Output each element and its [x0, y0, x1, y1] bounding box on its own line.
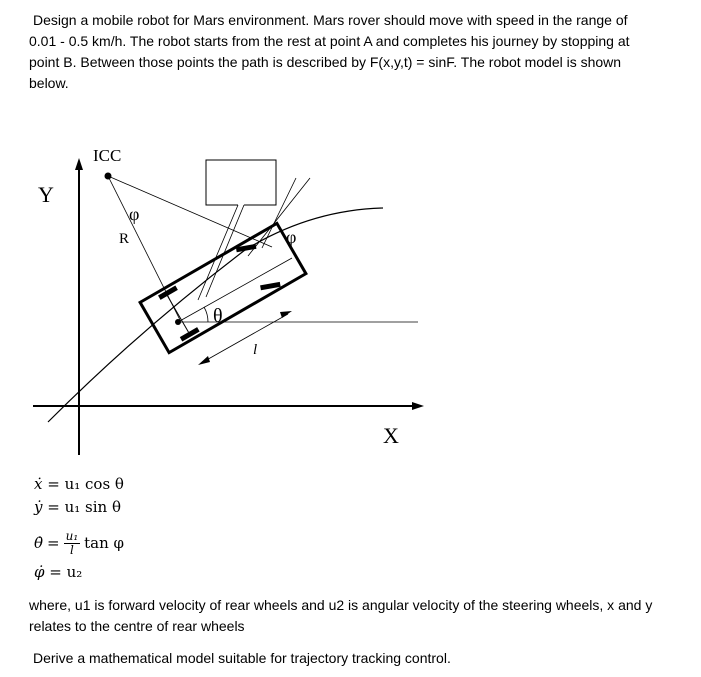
problem-line-1: Design a mobile robot for Mars environment. Mars rover should move with speed in the range of [33, 12, 628, 28]
equation-y-rhs: = u₁ sin θ [47, 498, 121, 516]
l-label: l [253, 342, 258, 358]
problem-line-4: below. [29, 75, 69, 91]
phi-label-right: φ [286, 227, 297, 247]
equation-theta-tail: tan φ [84, 534, 125, 552]
robot-body [140, 223, 306, 352]
variable-description [29, 595, 689, 637]
equation-phi [34, 562, 82, 582]
equation-x [34, 474, 124, 494]
equation-theta-denominator: l [69, 542, 74, 557]
x-axis [33, 402, 424, 410]
equation-theta-equals: = [47, 534, 60, 552]
equation-theta-fraction [64, 530, 81, 557]
steering-line [248, 178, 310, 256]
problem-line-2: 0.01 - 0.5 km/h. The robot starts from the rest at point A and completes his journey by stopping at [29, 33, 630, 49]
equation-theta-lhs: θ̇ [34, 534, 44, 552]
equation-phi-lhs: φ̇ [34, 563, 45, 581]
equation-theta-numerator: u₁ [65, 528, 79, 543]
where-line-1: where, u1 is forward velocity of rear wheels and u2 is angular velocity of the steering wheels, x and y [29, 597, 653, 613]
equation-x-rhs: = u₁ cos θ [47, 475, 124, 493]
y-axis [75, 158, 83, 455]
task-instruction: Derive a mathematical model suitable for trajectory tracking control. [33, 650, 451, 666]
theta-label: θ [213, 305, 223, 327]
equation-y [34, 497, 121, 517]
equation-phi-rhs: = u₂ [49, 563, 83, 581]
y-axis-label: Y [38, 182, 54, 207]
x-axis-label: X [383, 423, 399, 448]
where-line-2: relates to the centre of rear wheels [29, 618, 245, 634]
phi-label-left: φ [129, 204, 140, 224]
theta-arc [204, 307, 208, 322]
equation-theta [34, 523, 124, 563]
equation-y-lhs: ẏ [34, 498, 43, 516]
problem-line-3: point B. Between those points the path is described by F(x,y,t) = sinF. The robot model is shown [29, 54, 622, 70]
icc-label: ICC [93, 146, 122, 165]
equation-x-lhs: ẋ [34, 475, 43, 493]
r-label: R [119, 231, 130, 247]
